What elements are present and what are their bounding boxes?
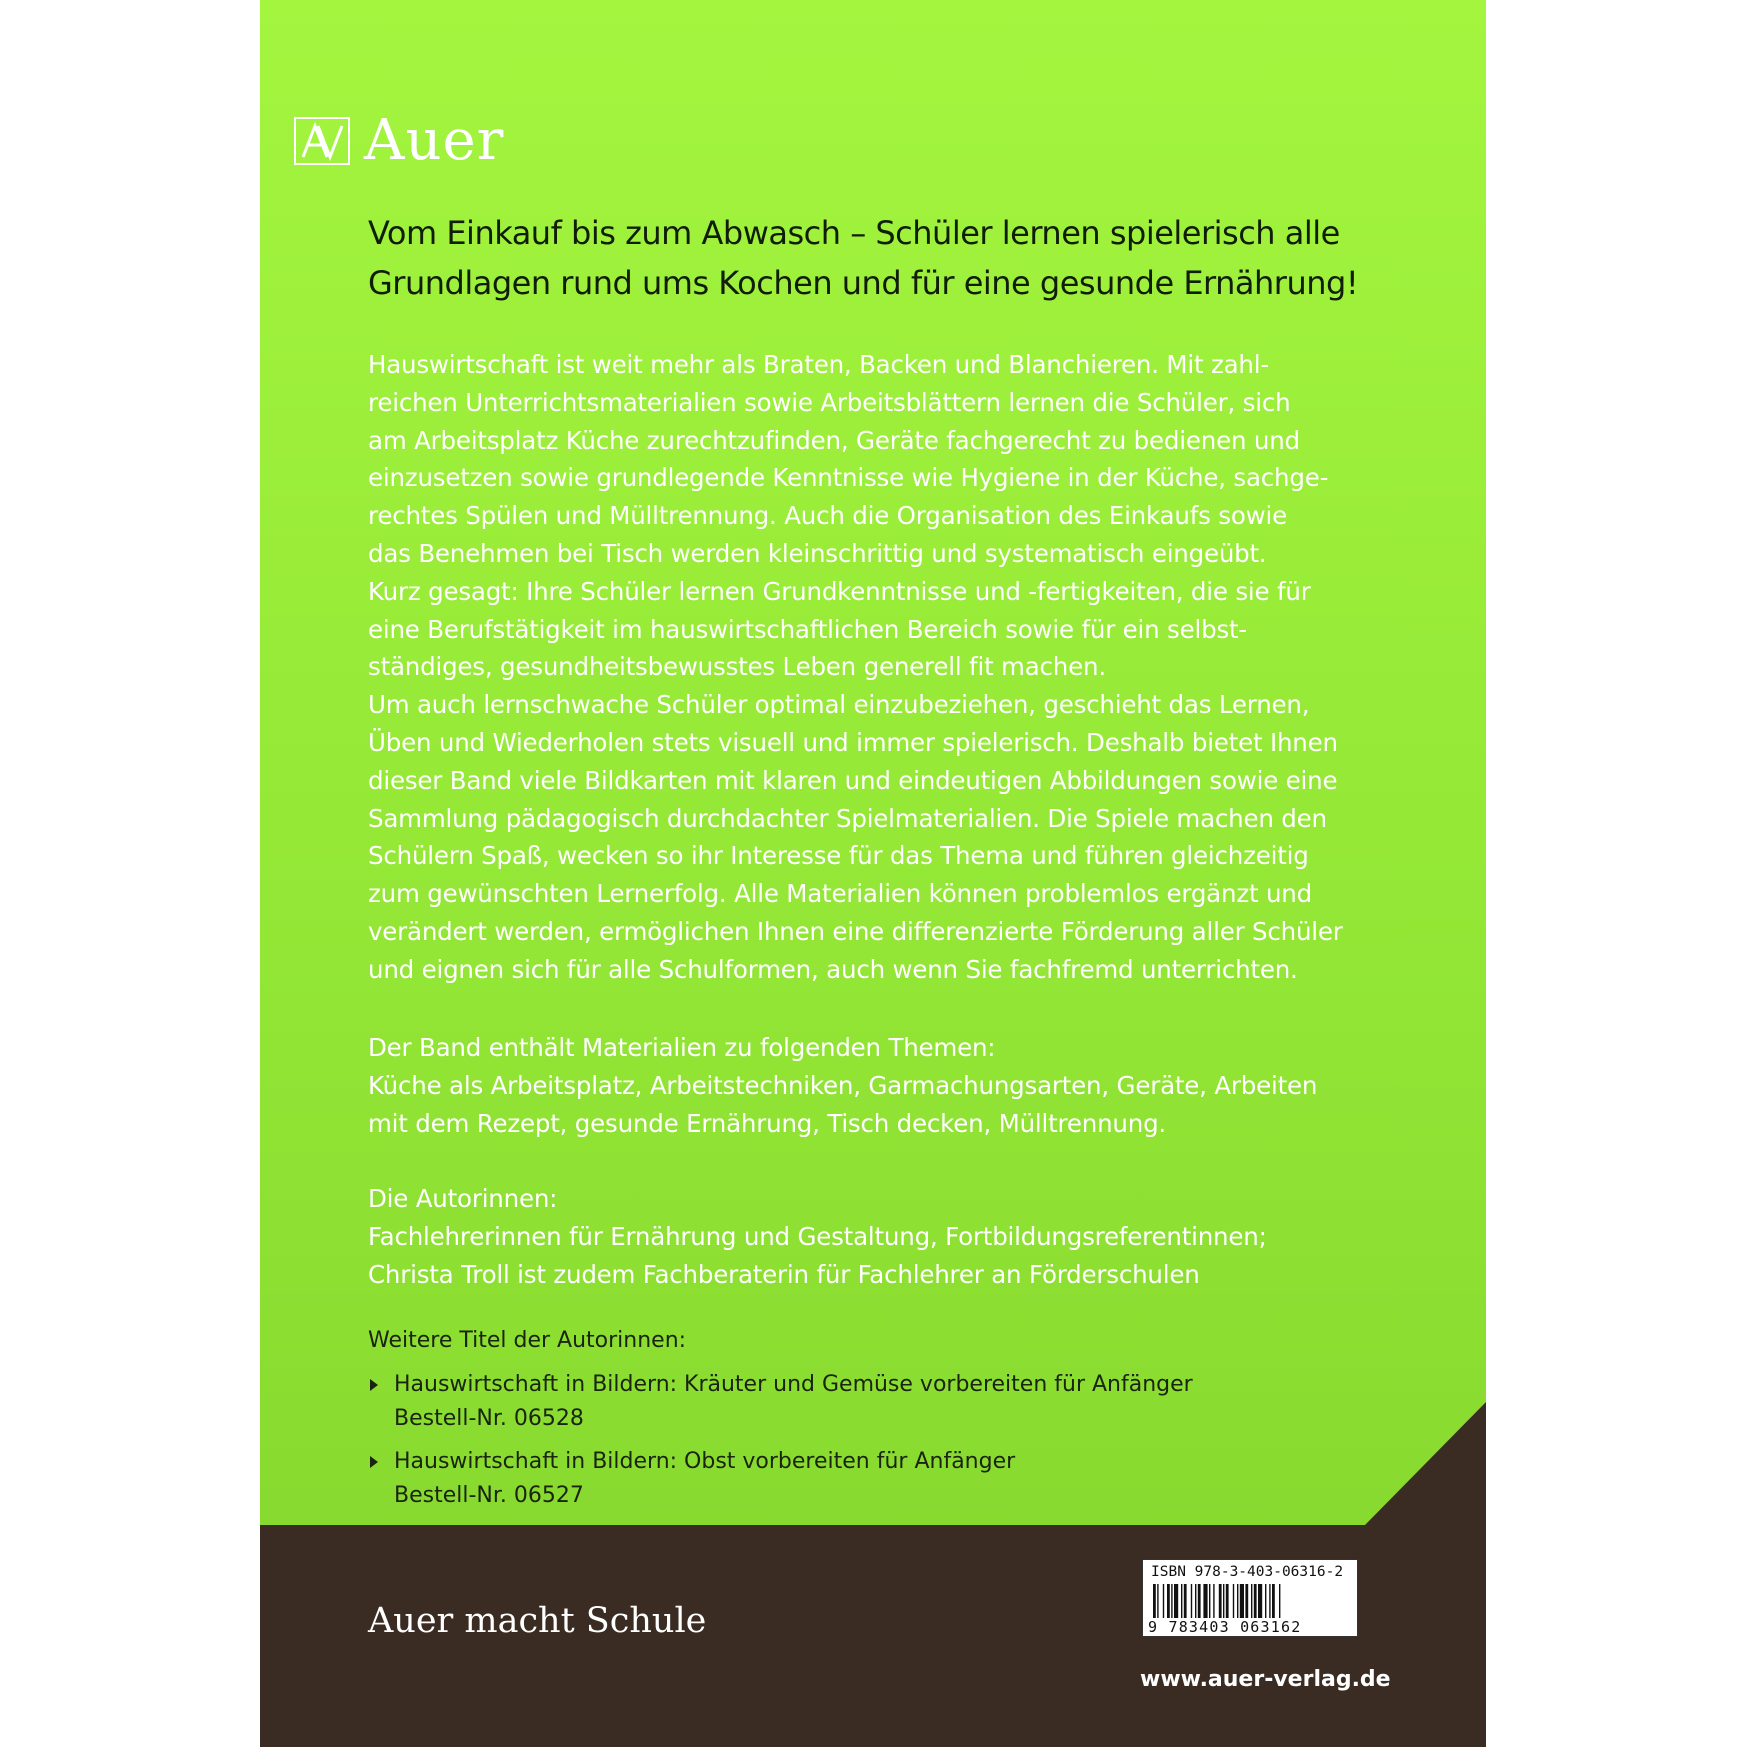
authors-line: Fachlehrerinnen für Ernährung und Gestaltung, Fortbildungsreferentinnen;: [368, 1221, 1267, 1251]
authors-heading: Die Autorinnen:: [368, 1184, 558, 1213]
description-line: zum gewünschten Lernerfolg. Alle Materialien können problemlos ergänzt und: [368, 879, 1312, 909]
description-line: ständiges, gesundheitsbewusstes Leben generell fit machen.: [368, 652, 1106, 682]
authors-section: [368, 1180, 1267, 1293]
slogan: Auer macht Schule: [368, 1601, 707, 1641]
description-line: Hauswirtschaft ist weit mehr als Braten, Backen und Blanchieren. Mit zahl-: [368, 350, 1269, 379]
description-line: eine Berufstätigkeit im hauswirtschaftlichen Bereich sowie für ein selbst-: [368, 614, 1248, 644]
publisher-logo: [294, 108, 505, 173]
themes-section: [368, 1029, 1317, 1142]
themes-line: mit dem Rezept, gesunde Ernährung, Tisch decken, Mülltrennung.: [368, 1108, 1167, 1138]
description-line: Üben und Wiederholen stets visuell und immer spielerisch. Deshalb bietet Ihnen: [368, 727, 1338, 757]
description-line: verändert werden, ermöglichen Ihnen eine differenzierte Förderung aller Schüler: [368, 916, 1343, 946]
headline-line: Grundlagen rund ums Kochen und für eine gesunde Ernährung!: [368, 264, 1359, 302]
av-monogram-icon: [294, 117, 350, 165]
description-line: das Benehmen bei Tisch werden kleinschrittig und systematisch eingeübt.: [368, 538, 1267, 568]
more-title-item: [368, 1445, 1193, 1513]
description-line: einzusetzen sowie grundlegende Kenntnisse wie Hygiene in der Küche, sachge-: [368, 463, 1329, 493]
authors-line: Christa Troll ist zudem Fachberaterin für Fachlehrer an Förderschulen: [368, 1259, 1200, 1289]
description-line: dieser Band viele Bildkarten mit klaren und eindeutigen Abbildungen sowie eine: [368, 765, 1338, 795]
themes-line: Küche als Arbeitsplatz, Arbeitstechniken, Garmachungsarten, Geräte, Arbeiten: [368, 1070, 1318, 1100]
themes-heading: Der Band enthält Materialien zu folgenden Themen:: [368, 1033, 996, 1062]
website-url: www.auer-verlag.de: [1140, 1667, 1391, 1692]
description-line: Kurz gesagt: Ihre Schüler lernen Grundkenntnisse und -fertigkeiten, die sie für: [368, 576, 1311, 606]
description-line: reichen Unterrichtsmaterialien sowie Arbeitsblättern lernen die Schüler, sich: [368, 387, 1291, 417]
description-paragraph: [368, 346, 1418, 989]
description-line: Sammlung pädagogisch durchdachter Spielmaterialien. Die Spiele machen den: [368, 803, 1327, 833]
description-line: rechtes Spülen und Mülltrennung. Auch die Organisation des Einkaufs sowie: [368, 501, 1287, 531]
description-line: Schülern Spaß, wecken so ihr Interesse für das Thema und führen gleichzeitig: [368, 841, 1309, 871]
back-cover: [260, 0, 1486, 1747]
barcode-icon: [1151, 1584, 1351, 1618]
more-title-name: Hauswirtschaft in Bildern: Kräuter und Gemüse vorbereiten für Anfänger: [394, 1372, 1193, 1397]
more-title-order-number: Bestell-Nr. 06528: [394, 1406, 584, 1431]
triangle-bullet-icon: [370, 1456, 378, 1468]
publisher-name: Auer: [364, 108, 505, 173]
more-title-order-number: Bestell-Nr. 06527: [394, 1483, 584, 1508]
more-titles-section: [368, 1324, 1193, 1522]
description-line: und eignen sich für alle Schulformen, auch wenn Sie fachfremd unterrichten.: [368, 954, 1298, 984]
barcode-digits: 9 783403 063162: [1148, 1618, 1302, 1636]
description-line: am Arbeitsplatz Küche zurechtzufinden, Geräte fachgerecht zu bedienen und: [368, 425, 1300, 455]
more-titles-heading: Weitere Titel der Autorinnen:: [368, 1328, 687, 1353]
isbn-label: ISBN 978-3-403-06316-2: [1151, 1564, 1344, 1580]
more-title-item: [368, 1368, 1193, 1436]
description-line: Um auch lernschwache Schüler optimal einzubeziehen, geschieht das Lernen,: [368, 690, 1310, 720]
headline-line: Vom Einkauf bis zum Abwasch – Schüler lernen spielerisch alle: [368, 214, 1340, 252]
isbn-barcode-box: [1142, 1559, 1358, 1637]
more-title-name: Hauswirtschaft in Bildern: Obst vorbereiten für Anfänger: [394, 1449, 1016, 1474]
triangle-bullet-icon: [370, 1379, 378, 1391]
headline: [368, 208, 1398, 308]
